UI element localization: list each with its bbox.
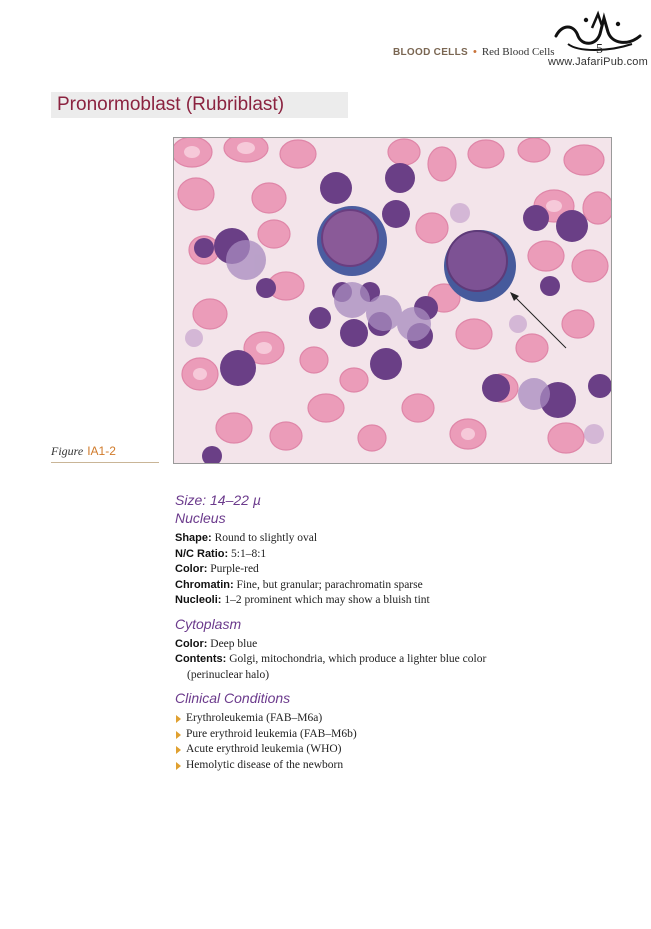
page-number: 5: [596, 42, 603, 57]
cytoplasm-row-color: [175, 637, 575, 653]
list-item-text: Acute erythroid leukemia (WHO): [186, 743, 342, 755]
running-head-bullet: •: [472, 46, 477, 58]
cytoplasm-continuation: (perinuclear halo): [187, 668, 270, 681]
list-item-text: Pure erythroid leukemia (FAB–M6b): [186, 727, 357, 740]
list-item: [175, 727, 575, 743]
list-item-text: Erythroleukemia (FAB–M6a): [186, 712, 323, 724]
clinical-list: [175, 711, 575, 773]
nucleus-row-nc-ratio: [175, 547, 575, 563]
row-label: Nucleoli:: [175, 594, 222, 606]
figure-number: IA1-2: [87, 444, 116, 458]
nucleus-row-color: [175, 562, 575, 578]
row-label: Chromatin:: [175, 578, 234, 591]
running-head: [393, 46, 555, 58]
figure-label: Figure: [51, 444, 84, 458]
micrograph-image: [173, 137, 612, 464]
figure-rule: [51, 462, 159, 463]
nucleus-row-chromatin: [175, 578, 575, 594]
row-label: Shape:: [175, 532, 212, 544]
cell-description: [175, 491, 575, 773]
row-value: 1–2 prominent which may show a bluish tint: [224, 594, 430, 606]
list-item-text: Hemolytic disease of the newborn: [186, 758, 344, 771]
nucleus-row-shape: [175, 531, 575, 547]
row-value: Round to slightly oval: [214, 532, 318, 544]
page-title: Pronormoblast (Rubriblast): [57, 94, 285, 115]
list-item: [175, 742, 575, 758]
row-label: Color:: [175, 637, 208, 650]
list-item: [175, 711, 575, 727]
bullet-icon: [176, 731, 181, 739]
row-value: Fine, but granular; parachromatin sparse: [236, 578, 423, 591]
bullet-icon: [176, 762, 181, 770]
running-head-chapter: Red Blood Cells: [481, 46, 555, 58]
row-value: Deep blue: [210, 637, 258, 650]
cytoplasm-heading: Cytoplasm: [175, 615, 242, 632]
list-item: [175, 758, 575, 774]
nucleus-heading: Nucleus: [175, 510, 226, 526]
row-label: Color:: [175, 563, 208, 575]
cytoplasm-row-contents: [175, 652, 575, 668]
watermark-url: www.JafariPub.com: [548, 56, 648, 68]
row-value: Purple-red: [210, 563, 259, 575]
row-value: 5:1–8:1: [231, 547, 267, 560]
size-heading: Size: 14–22 µ: [175, 492, 261, 508]
bullet-icon: [176, 746, 181, 754]
row-label: N/C Ratio:: [175, 547, 229, 560]
clinical-heading: Clinical Conditions: [175, 690, 291, 706]
figure-caption: [51, 444, 116, 459]
row-value: Golgi, mitochondria, which produce a lighter blue color: [229, 653, 487, 665]
nucleus-row-nucleoli: [175, 593, 575, 609]
running-head-section: BLOOD CELLS: [393, 47, 468, 58]
row-label: Contents:: [175, 653, 227, 665]
bullet-icon: [176, 715, 181, 723]
